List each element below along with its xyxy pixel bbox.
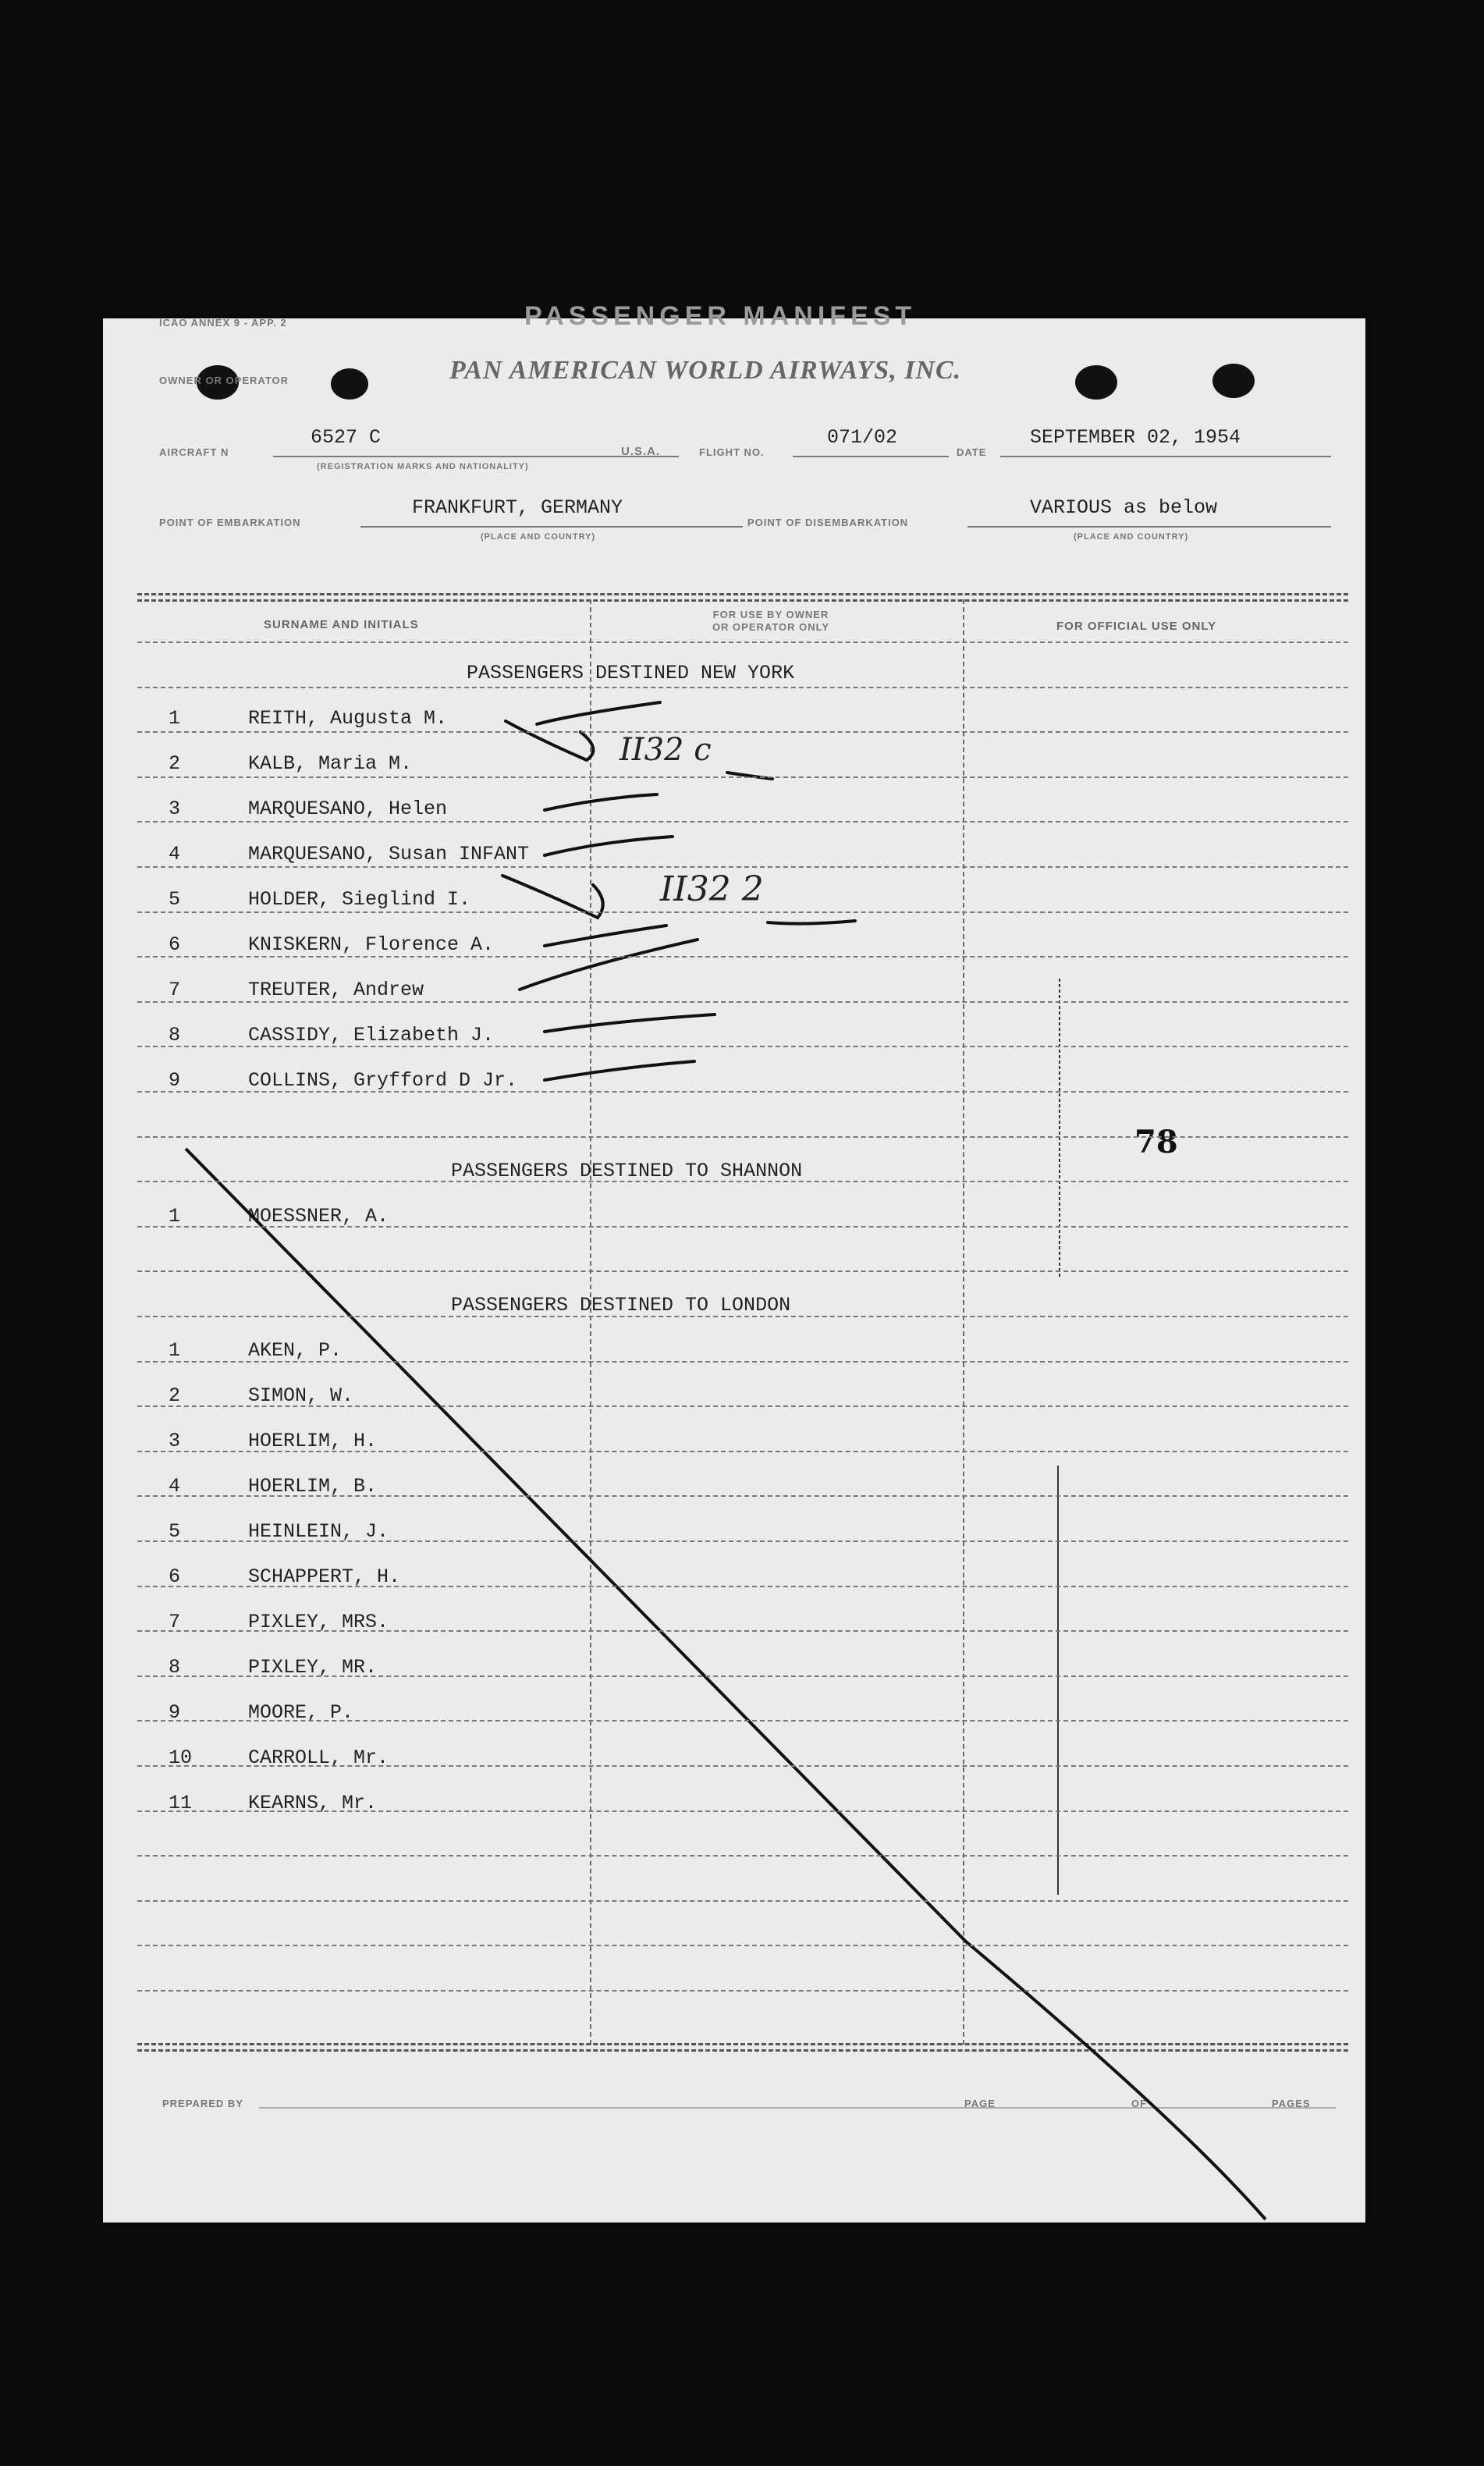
handwritten-code-1: II32 c xyxy=(620,732,712,768)
row-rule xyxy=(137,1361,1348,1363)
row-rule xyxy=(137,821,1348,823)
row-number: 9 xyxy=(169,1701,181,1724)
row-number: 7 xyxy=(169,979,181,1001)
owner-label: OWNER OR OPERATOR xyxy=(159,375,289,386)
row-number: 11 xyxy=(169,1792,193,1814)
row-number: 5 xyxy=(169,1520,181,1543)
official-number: 78 xyxy=(1134,1124,1178,1160)
section-heading-shannon: PASSENGERS DESTINED TO SHANNON xyxy=(451,1160,803,1182)
row-rule xyxy=(137,687,1348,688)
aircraft-value: 6527 C xyxy=(311,426,382,449)
row-number: 5 xyxy=(169,888,181,911)
passenger-name: CASSIDY, Elizabeth J. xyxy=(248,1024,495,1046)
passenger-name: KEARNS, Mr. xyxy=(248,1792,378,1814)
handwritten-code-2: II32 2 xyxy=(660,869,764,909)
flight-label: FLIGHT NO. xyxy=(699,446,765,458)
row-rule xyxy=(137,1945,1348,1946)
aircraft-label: AIRCRAFT N xyxy=(159,446,229,458)
of-label: OF xyxy=(1131,2098,1148,2109)
pen-stroke xyxy=(506,721,593,760)
manifest-page xyxy=(103,301,1365,2223)
row-rule xyxy=(137,1990,1348,1992)
row-rule xyxy=(137,1181,1348,1182)
pen-stroke xyxy=(545,926,666,946)
passenger-name: PIXLEY, MR. xyxy=(248,1656,378,1679)
passenger-name: HOLDER, Sieglind I. xyxy=(248,888,471,911)
row-number: 2 xyxy=(169,752,181,775)
col-header-owner-1: FOR USE BY OWNER xyxy=(712,609,829,620)
registration-caption: (REGISTRATION MARKS AND NATIONALITY) xyxy=(317,462,529,471)
pages-label: PAGES xyxy=(1272,2098,1311,2109)
date-value: SEPTEMBER 02, 1954 xyxy=(1030,426,1241,449)
form-title: PASSENGER MANIFEST xyxy=(524,301,917,331)
passenger-name: KALB, Maria M. xyxy=(248,752,413,775)
passenger-name: CARROLL, Mr. xyxy=(248,1746,389,1769)
page-label: PAGE xyxy=(964,2098,996,2109)
row-number: 4 xyxy=(169,843,181,865)
passenger-name: COLLINS, Gryfford D Jr. xyxy=(248,1069,518,1092)
date-label: DATE xyxy=(957,446,987,458)
passenger-name: MARQUESANO, Susan INFANT xyxy=(248,843,530,865)
passenger-name: SIMON, W. xyxy=(248,1384,354,1407)
row-number: 8 xyxy=(169,1024,181,1046)
row-rule xyxy=(137,956,1348,958)
row-number: 9 xyxy=(169,1069,181,1092)
row-rule xyxy=(137,911,1348,913)
pen-stroke xyxy=(545,794,657,810)
embarkation-value: FRANKFURT, GERMANY xyxy=(412,496,623,519)
disembarkation-caption: (PLACE AND COUNTRY) xyxy=(1074,532,1189,542)
row-number: 1 xyxy=(169,1339,181,1362)
row-rule xyxy=(137,1855,1348,1857)
passenger-name: AKEN, P. xyxy=(248,1339,343,1362)
col-header-official: FOR OFFICIAL USE ONLY xyxy=(1056,620,1217,633)
passenger-name: MARQUESANO, Helen xyxy=(248,798,448,820)
row-number: 2 xyxy=(169,1384,181,1407)
row-rule xyxy=(137,1046,1348,1047)
passenger-name: TREUTER, Andrew xyxy=(248,979,424,1001)
row-rule xyxy=(137,1405,1348,1407)
row-number: 3 xyxy=(169,1430,181,1452)
passenger-name: HOERLIM, B. xyxy=(248,1475,378,1498)
passenger-name: REITH, Augusta M. xyxy=(248,707,448,730)
row-rule xyxy=(137,1226,1348,1228)
section-heading-new-york: PASSENGERS DESTINED NEW YORK xyxy=(467,662,795,684)
row-rule xyxy=(137,1495,1348,1497)
section-heading-london: PASSENGERS DESTINED TO LONDON xyxy=(451,1294,791,1317)
pen-stroke xyxy=(545,837,673,855)
row-number: 1 xyxy=(169,707,181,730)
row-rule xyxy=(137,731,1348,733)
row-rule xyxy=(137,1675,1348,1677)
row-number: 1 xyxy=(169,1205,181,1228)
row-rule xyxy=(137,641,1348,643)
disembarkation-value: VARIOUS as below xyxy=(1030,496,1218,519)
pen-stroke xyxy=(537,702,660,724)
passenger-name: MOORE, P. xyxy=(248,1701,354,1724)
passenger-name: KNISKERN, Florence A. xyxy=(248,933,495,956)
row-number: 6 xyxy=(169,1565,181,1588)
passenger-name: SCHAPPERT, H. xyxy=(248,1565,401,1588)
row-number: 4 xyxy=(169,1475,181,1498)
passenger-name: HEINLEIN, J. xyxy=(248,1520,389,1543)
row-rule xyxy=(137,1630,1348,1632)
row-rule xyxy=(137,1270,1348,1272)
row-rule xyxy=(137,1765,1348,1767)
annex-label: ICAO ANNEX 9 - APP. 2 xyxy=(159,317,287,329)
col-header-name: SURNAME AND INITIALS xyxy=(264,618,419,631)
row-rule xyxy=(137,1540,1348,1542)
passenger-name: PIXLEY, MRS. xyxy=(248,1611,389,1633)
row-number: 8 xyxy=(169,1656,181,1679)
row-rule xyxy=(137,1001,1348,1003)
row-rule xyxy=(137,1091,1348,1093)
disembarkation-label: POINT OF DISEMBARKATION xyxy=(747,517,909,528)
row-rule xyxy=(137,1586,1348,1587)
embarkation-label: POINT OF EMBARKATION xyxy=(159,517,301,528)
row-rule xyxy=(137,1900,1348,1902)
row-rule xyxy=(137,1451,1348,1452)
col-header-owner-2: OR OPERATOR ONLY xyxy=(712,621,830,633)
pen-stroke xyxy=(768,921,855,924)
flight-value: 071/02 xyxy=(827,426,898,449)
nationality: U.S.A. xyxy=(621,445,661,458)
row-rule xyxy=(137,1136,1348,1138)
row-number: 6 xyxy=(169,933,181,956)
passenger-name: MOESSNER, A. xyxy=(248,1205,389,1228)
embarkation-caption: (PLACE AND COUNTRY) xyxy=(481,532,596,542)
row-number: 10 xyxy=(169,1746,193,1769)
row-number: 7 xyxy=(169,1611,181,1633)
row-rule xyxy=(137,776,1348,778)
pen-stroke xyxy=(545,1061,694,1080)
row-rule xyxy=(137,866,1348,868)
row-rule xyxy=(137,1316,1348,1317)
diagonal-cancel-line xyxy=(186,1149,1266,2219)
pen-stroke xyxy=(545,1014,715,1032)
row-rule xyxy=(137,1720,1348,1722)
row-number: 3 xyxy=(169,798,181,820)
prepared-by-label: PREPARED BY xyxy=(162,2098,243,2109)
row-rule xyxy=(137,1810,1348,1812)
airline-name: PAN AMERICAN WORLD AIRWAYS, INC. xyxy=(449,356,962,385)
passenger-name: HOERLIM, H. xyxy=(248,1430,378,1452)
